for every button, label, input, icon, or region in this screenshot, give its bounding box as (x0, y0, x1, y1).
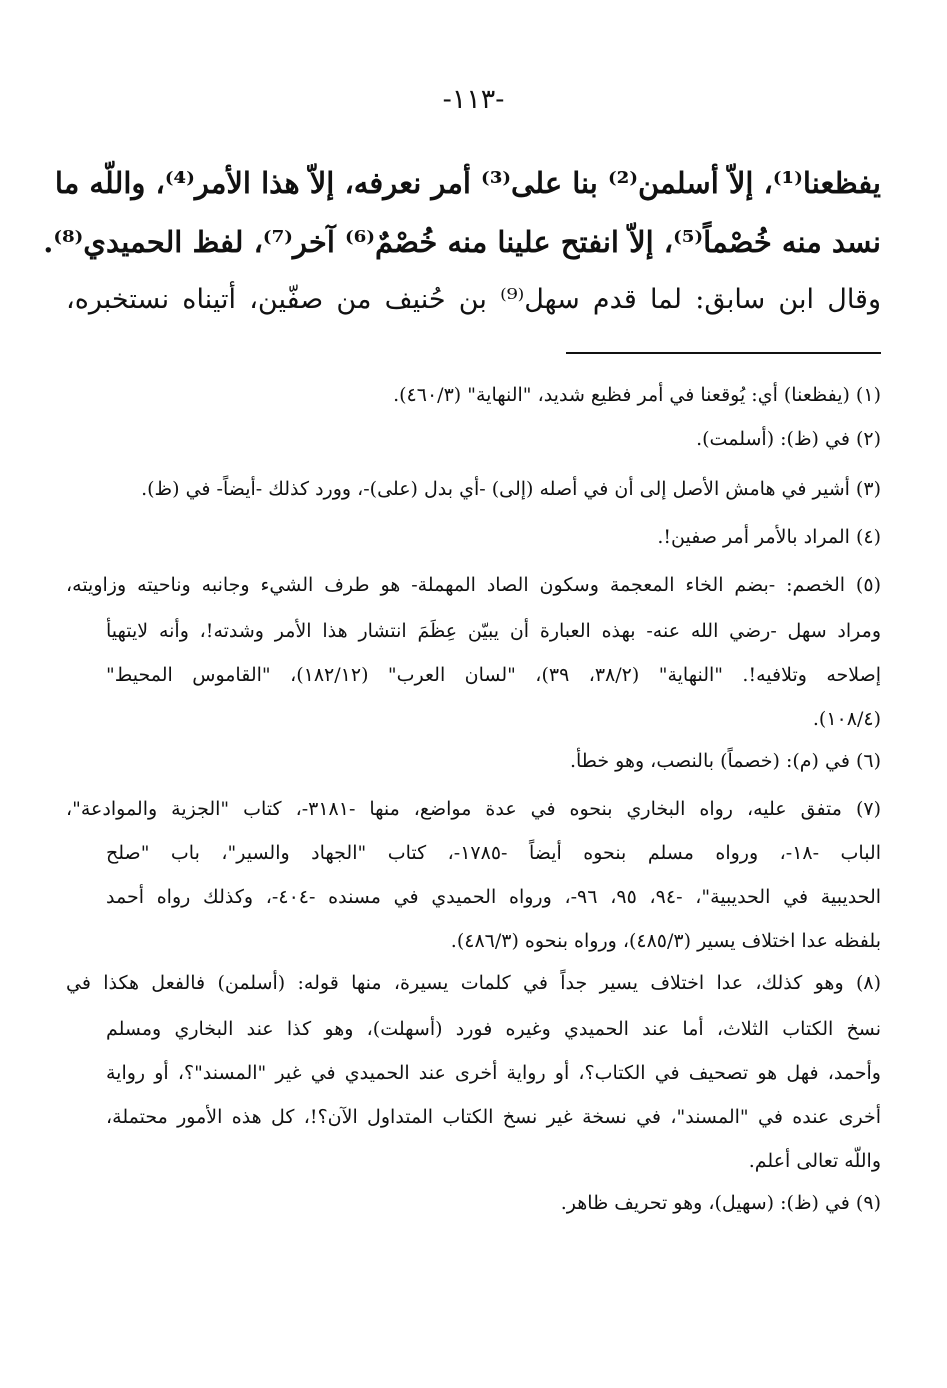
footnote-7-line-1: (٧) متفق عليه، رواه البخاري بنحوه في عدة مواضع، منها -٣١٨١-، كتاب "الجزية والموادعة"، (66, 798, 881, 820)
page-number: -١١٣- (442, 84, 505, 115)
main-line-3: وقال ابن سابق: لما قدم سهل⁽⁹⁾ بن حُنيف من صفّين، أتيناه نستخبره، (66, 284, 881, 315)
footnote-5-line-2: ومراد سهل -رضي الله عنه- بهذه العبارة أن يبيّن عِظَمَ انتشار هذا الأمر وشدته!، وأنه لايتهيأ (106, 620, 881, 642)
footnote-8-line-1: (٨) وهو كذلك، عدا اختلاف يسير جداً في كلمات يسيرة، منها قوله: (أسلمن) فالفعل هكذا في (66, 972, 881, 994)
footnote-5-line-1: (٥) الخصم: -بضم الخاء المعجمة وسكون الصاد المهملة- هو طرف الشيء وجانبه وناحيته وزاويته، (66, 574, 881, 596)
footnote-5-line-4: (١٠٨/٤). (812, 708, 881, 730)
footnote-1: (١) (يفظعنا) أي: يُوقعنا في أمر فظيع شديد، "النهاية" (٤٦٠/٣). (393, 384, 881, 406)
footnote-separator (566, 352, 881, 354)
main-line-1: يفظعنا⁽¹⁾، إلاّ أسلمن⁽²⁾ بنا على⁽³⁾ أمر نعرفه، إلاّ هذا الأمر⁽⁴⁾، واللّه ما (54, 166, 881, 200)
footnote-6: (٦) في (م): (خصماً) بالنصب، وهو خطأ. (569, 750, 881, 772)
footnote-8-line-3: وأحمد، فهل هو تصحيف في الكتاب؟، أو رواية أخرى عند الحميدي في غير "المسند"؟، أو رواية (106, 1062, 881, 1084)
footnote-2: (٢) في (ظ): (أسلمت). (696, 428, 881, 450)
footnote-7-line-3: الحديبية في الحديبية"، -٩٤، ٩٥، ٩٦-، ورواه الحميدي في مسنده -٤٠٤-، وكذلك رواه أحمد (106, 886, 882, 908)
footnote-7-line-2: الباب -١٨-، ورواه مسلم بنحوه أيضاً -١٧٨٥-، كتاب "الجهاد والسير"، باب "صلح (106, 842, 881, 864)
main-line-2: نسد منه خُصْماً⁽⁵⁾، إلاّ انفتح علينا منه خُصْمٌ⁽⁶⁾ آخر⁽⁷⁾، لفظ الحميدي⁽⁸⁾. (43, 225, 881, 259)
footnote-3: (٣) أشير في هامش الأصل إلى أن في أصله (إلى) -أي بدل (على)-، وورد كذلك -أيضاً- في (ظ). (141, 478, 881, 500)
footnote-8-line-5: واللّه تعالى أعلم. (748, 1150, 881, 1172)
footnote-9: (٩) في (ظ): (سهيل)، وهو تحريف ظاهر. (560, 1192, 881, 1214)
footnote-8-line-2: نسخ الكتاب الثلاث، أما عند الحميدي وغيره فورد (أسهلت)، وهو كذا عند البخاري ومسلم (106, 1018, 881, 1040)
footnote-4: (٤) المراد بالأمر أمر صفين!. (657, 526, 881, 548)
footnote-7-line-4: بلفظه عدا اختلاف يسير (٤٨٥/٣)، ورواه بنحوه (٤٨٦/٣). (450, 930, 881, 952)
footnote-5-line-3: إصلاحه وتلافيه!. "النهاية" (٣٨/٢، ٣٩)، "لسان العرب" (١٨٢/١٢)، "القاموس المحيط" (106, 664, 882, 686)
footnote-8-line-4: أخرى عنده في "المسند"، في نسخة غير نسخ الكتاب المتداول الآن؟!، كل هذه الأمور محتملة، (106, 1106, 881, 1128)
